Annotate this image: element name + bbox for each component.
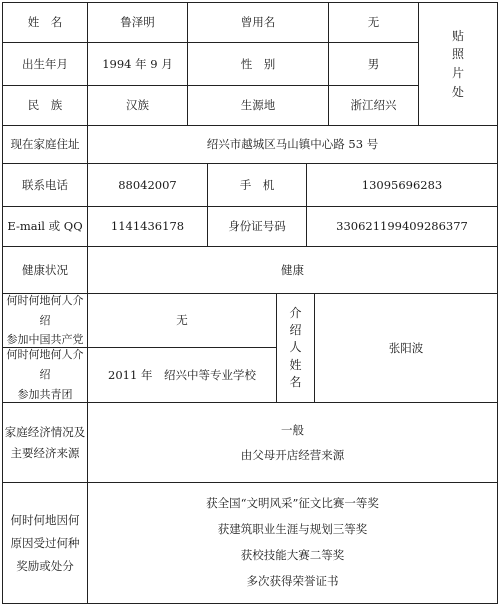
league-label-line: 何时何地何人介绍 [6, 348, 84, 382]
family-value-line: 一般 [281, 423, 304, 438]
awards-list [88, 483, 497, 603]
introducer-label-char: 人 [289, 340, 302, 355]
email-value: 1141436178 [110, 219, 185, 234]
ethnic-label: 民 族 [27, 98, 63, 113]
birth-value: 1994 年 9 月 [102, 56, 173, 71]
address-label: 现在家庭住址 [10, 137, 80, 152]
alias-value: 无 [367, 15, 380, 30]
awards-label-line: 何时何地因何 [10, 512, 80, 527]
border-bottom [2, 603, 498, 604]
awards-label-line: 原因受过何种 [10, 535, 80, 550]
introducer-value: 张阳波 [388, 340, 424, 355]
health-label: 健康状况 [22, 262, 68, 277]
photo-text-char: 处 [451, 84, 464, 99]
id-number-value: 330621199409286377 [336, 219, 468, 234]
photo-text-char: 贴 [451, 28, 464, 43]
name-value: 鲁泽明 [120, 15, 155, 30]
party-label [3, 294, 87, 347]
origin-value: 浙江绍兴 [350, 98, 397, 113]
ethnic-value: 汉族 [126, 98, 149, 113]
family-label-line: 家庭经济情况及 [4, 424, 86, 439]
introducer-label-char: 姓 [289, 357, 302, 372]
award-item: 获全国“文明风采”征文比赛一等奖 [206, 496, 379, 511]
email-label: E-mail 或 QQ [7, 219, 83, 234]
party-value: 无 [176, 313, 188, 328]
introducer-label [277, 294, 314, 402]
introducer-label-char: 绍 [289, 322, 302, 337]
health-value: 健康 [281, 262, 304, 277]
phone-value: 88042007 [118, 177, 177, 192]
family-label-line: 主要经济来源 [10, 445, 80, 460]
origin-label: 生源地 [240, 98, 276, 113]
mobile-label: 手 机 [239, 177, 275, 192]
photo-placeholder [419, 3, 497, 125]
family-label [3, 403, 87, 482]
alias-label: 曾用名 [240, 15, 276, 30]
birth-label: 出生年月 [22, 56, 68, 71]
introducer-label-char: 介 [289, 305, 302, 320]
phone-label: 联系电话 [22, 177, 68, 192]
id-number-label: 身份证号码 [228, 219, 286, 234]
mobile-value: 13095696283 [361, 177, 443, 192]
award-item: 多次获得荣誉证书 [246, 573, 339, 588]
photo-text-char: 片 [451, 66, 464, 80]
border-right [497, 2, 498, 604]
league-label-line: 参加共青团 [17, 387, 73, 401]
awards-label [3, 483, 87, 603]
family-value [88, 403, 497, 482]
name-label: 姓 名 [27, 15, 63, 30]
league-label [3, 348, 87, 402]
awards-label-line: 奖励或处分 [16, 558, 74, 573]
award-item: 获建筑职业生涯与规划三等奖 [217, 522, 368, 537]
address-value: 绍兴市越城区马山镇中心路 53 号 [206, 137, 379, 152]
family-value-line: 由父母开店经营来源 [240, 447, 345, 462]
sex-label: 性 别 [240, 56, 276, 71]
photo-text-char: 照 [451, 47, 464, 62]
party-label-line: 参加中国共产党 [6, 333, 84, 347]
league-value: 2011 年 绍兴中等专业学校 [108, 367, 256, 382]
introducer-label-char: 名 [289, 375, 302, 390]
party-label-line: 何时何地何人介绍 [6, 293, 84, 327]
sex-value: 男 [367, 56, 380, 71]
award-item: 获校技能大赛二等奖 [240, 548, 345, 562]
